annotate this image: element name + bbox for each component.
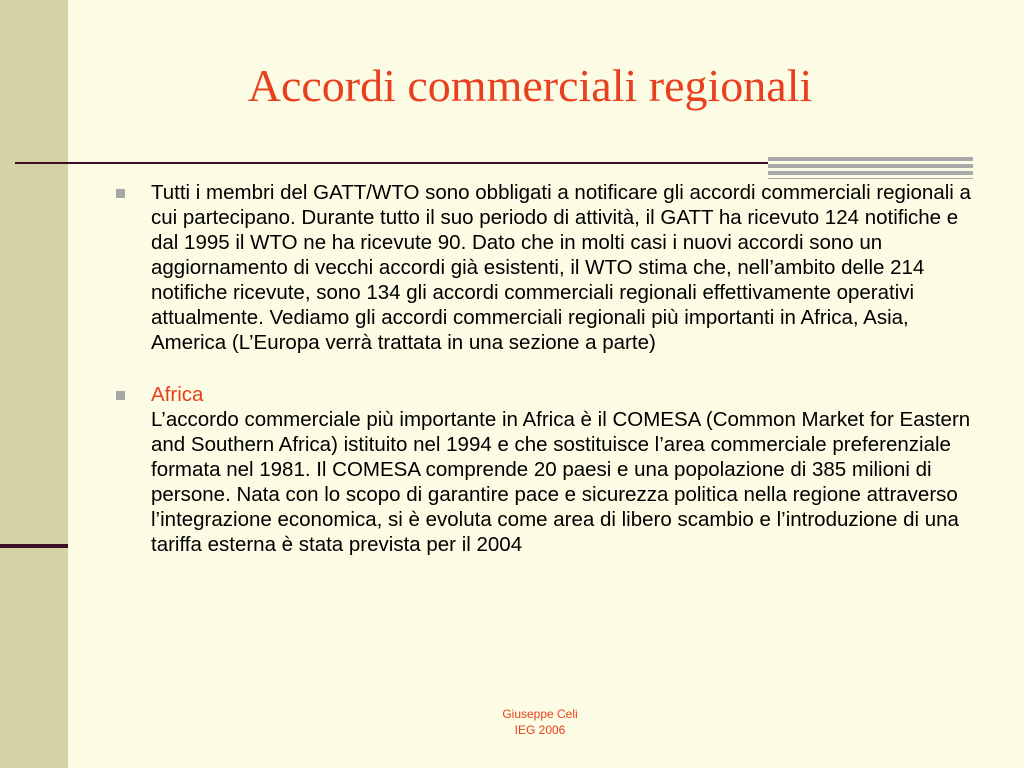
square-bullet-icon bbox=[116, 391, 125, 400]
slide-content bbox=[114, 180, 974, 557]
africa-paragraph bbox=[114, 407, 974, 557]
title-underline bbox=[15, 162, 768, 164]
slide-title: Accordi commerciali regionali bbox=[247, 60, 813, 111]
paragraph-text: L’accordo commerciale più importante in Africa è il COMESA (Common Market for Eastern and Southern Africa) istituito nel 1994 e che sostituisce l’area commerciale preferenziale formata nel 1981. Il COMESA comprende 20 paesi e una popolazione di 385 milioni di persone. Nata con lo scopo di garantire pace e sicurezza politica nella regione attraverso l’integrazione economica, si è evoluta come area di libero scambio e l’introduzione di una tariffa esterna è stata prevista per il 2004 bbox=[151, 408, 971, 556]
left-sidebar-band bbox=[0, 0, 68, 768]
left-accent-line bbox=[0, 544, 68, 548]
bullet-text: Africa bbox=[151, 383, 204, 406]
bullet-item-africa bbox=[114, 382, 974, 407]
footer-course: IEG 2006 bbox=[514, 723, 566, 737]
bullet-item-gatt-wto bbox=[114, 180, 974, 355]
slide-footer bbox=[440, 706, 640, 738]
square-bullet-icon bbox=[116, 189, 125, 198]
bullet-text: Tutti i membri del GATT/WTO sono obbligati a notificare gli accordi commerciali regionali a cui partecipano. Durante tutto il suo periodo di attività, il GATT ha ricevuto 124 notifiche e dal 1995 il WTO ne ha ricevute 90. Dato che in molti casi i nuovi accordi sono un aggiornamento di vecchi accordi già esistenti, il WTO stima che, nell’ambito delle 214 notifiche ricevute, sono 134 gli accordi commerciali regionali effettivamente operativi attualmente. Vediamo gli accordi commerciali regionali più importanti in Africa, Asia, America (L’Europa verrà trattata in una sezione a parte) bbox=[151, 181, 971, 354]
decorative-stripes bbox=[768, 157, 973, 179]
footer-author: Giuseppe Celi bbox=[502, 707, 578, 721]
